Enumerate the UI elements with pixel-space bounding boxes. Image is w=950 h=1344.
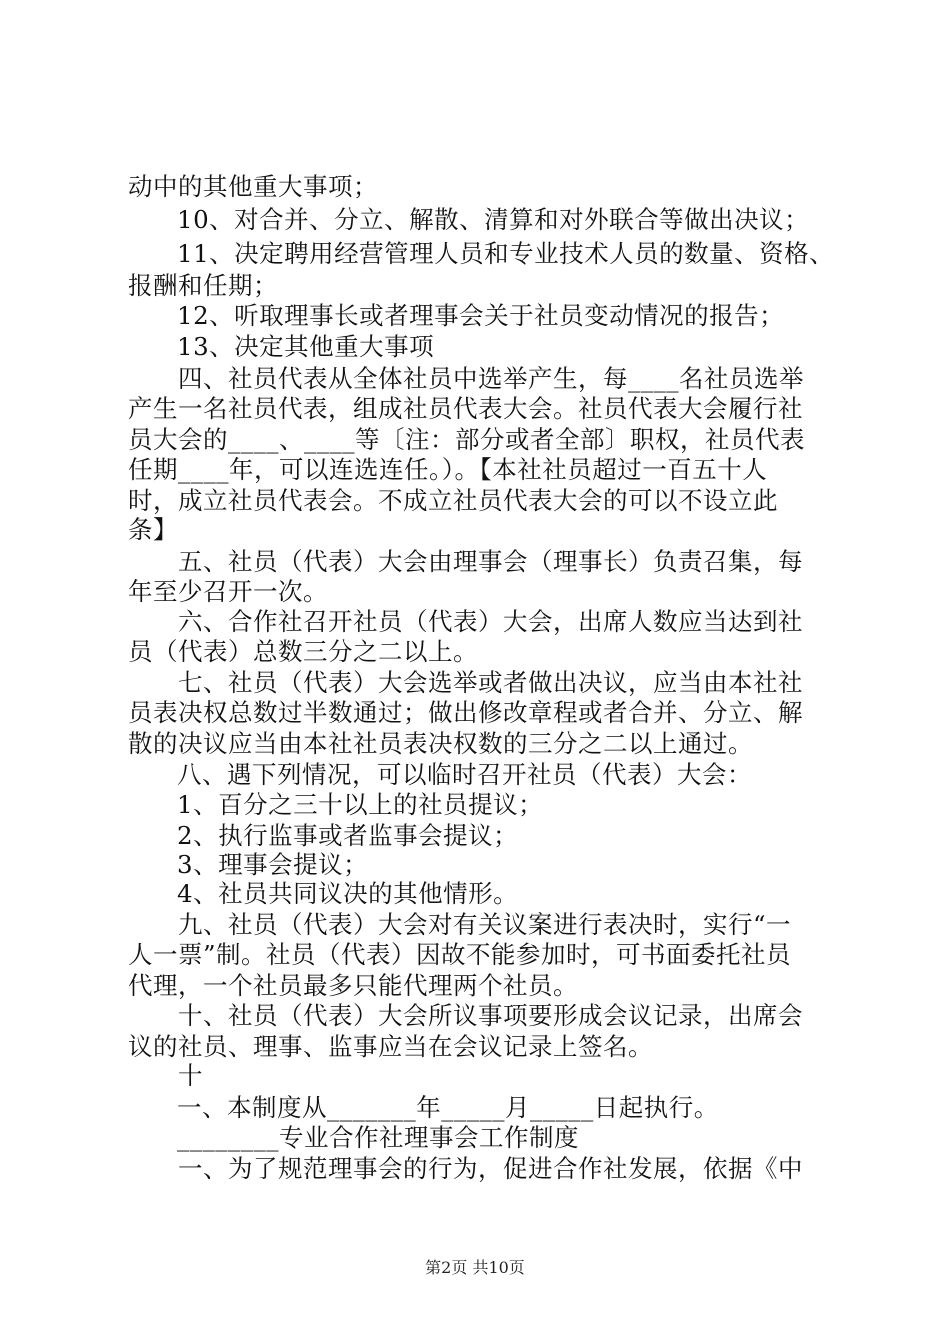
text-line: 时，成立社员代表会。不成立社员代表大会的可以不设立此 [128,486,778,515]
text-line: 五、社员（代表）大会由理事会（理事长）负责召集，每 [178,547,803,576]
text-line: 一、为了规范理事会的行为，促进合作社发展，依据《中 [178,1154,803,1183]
text-line: 八、遇下列情况，可以临时召开社员（代表）大会： [177,760,752,789]
text-line: 13、决定其他重大事项 [177,332,435,361]
text-line: 散的决议应当由本社社员表决权数的三分之二以上通过。 [128,729,753,758]
text-line: 六、合作社召开社员（代表）大会，出席人数应当达到社 [178,607,803,636]
text-line: 四、社员代表从全体社员中选举产生，每____名社员选举 [178,364,804,393]
text-line: 员大会的____、____等〔注：部分或者全部〕职权，社员代表 [128,425,805,454]
text-line: 员表决权总数过半数通过；做出修改章程或者合并、分立、解 [128,698,803,727]
text-line: 2、执行监事或者监事会提议； [177,821,519,850]
text-line: 报酬和任期； [128,271,278,300]
text-line: 十 [178,1061,203,1090]
text-line: 十、社员（代表）大会所议事项要形成会议记录，出席会 [178,1001,803,1030]
text-line: 员（代表）总数三分之二以上。 [128,637,478,666]
text-line: 九、社员（代表）大会对有关议案进行表决时，实行“一 [178,910,792,939]
text-line: 一、本制度从_______年_____月_____日起执行。 [177,1093,719,1122]
text-line: 任期____年，可以连选连任。）。【本社社员超过一百五十人 [128,455,768,484]
text-line: 11、决定聘用经营管理人员和专业技术人员的数量、资格、 [177,239,835,268]
text-line: 动中的其他重大事项； [128,172,378,201]
text-line: 议的社员、理事、监事应当在会议记录上签名。 [128,1032,653,1061]
text-line: 人一票”制。社员（代表）因故不能参加时，可书面委托社员 [128,940,792,969]
text-line: 七、社员（代表）大会选举或者做出决议，应当由本社社 [178,668,803,697]
text-line: 10、对合并、分立、解散、清算和对外联合等做出决议； [177,205,810,234]
text-line: 4、社员共同议决的其他情形。 [177,879,519,908]
text-line: 条】 [128,515,178,544]
section-title: ________专业合作社理事会工作制度 [177,1123,579,1152]
text-line: 代理，一个社员最多只能代理两个社员。 [128,971,578,1000]
text-line: 3、理事会提议； [177,850,369,879]
page-number-footer: 第2页 共10页 [425,1258,525,1277]
text-line: 年至少召开一次。 [128,577,328,606]
text-line: 12、听取理事长或者理事会关于社员变动情况的报告； [177,301,785,330]
text-line: 1、百分之三十以上的社员提议； [177,790,544,819]
text-line: 产生一名社员代表，组成社员代表大会。社员代表大会履行社 [128,394,803,423]
